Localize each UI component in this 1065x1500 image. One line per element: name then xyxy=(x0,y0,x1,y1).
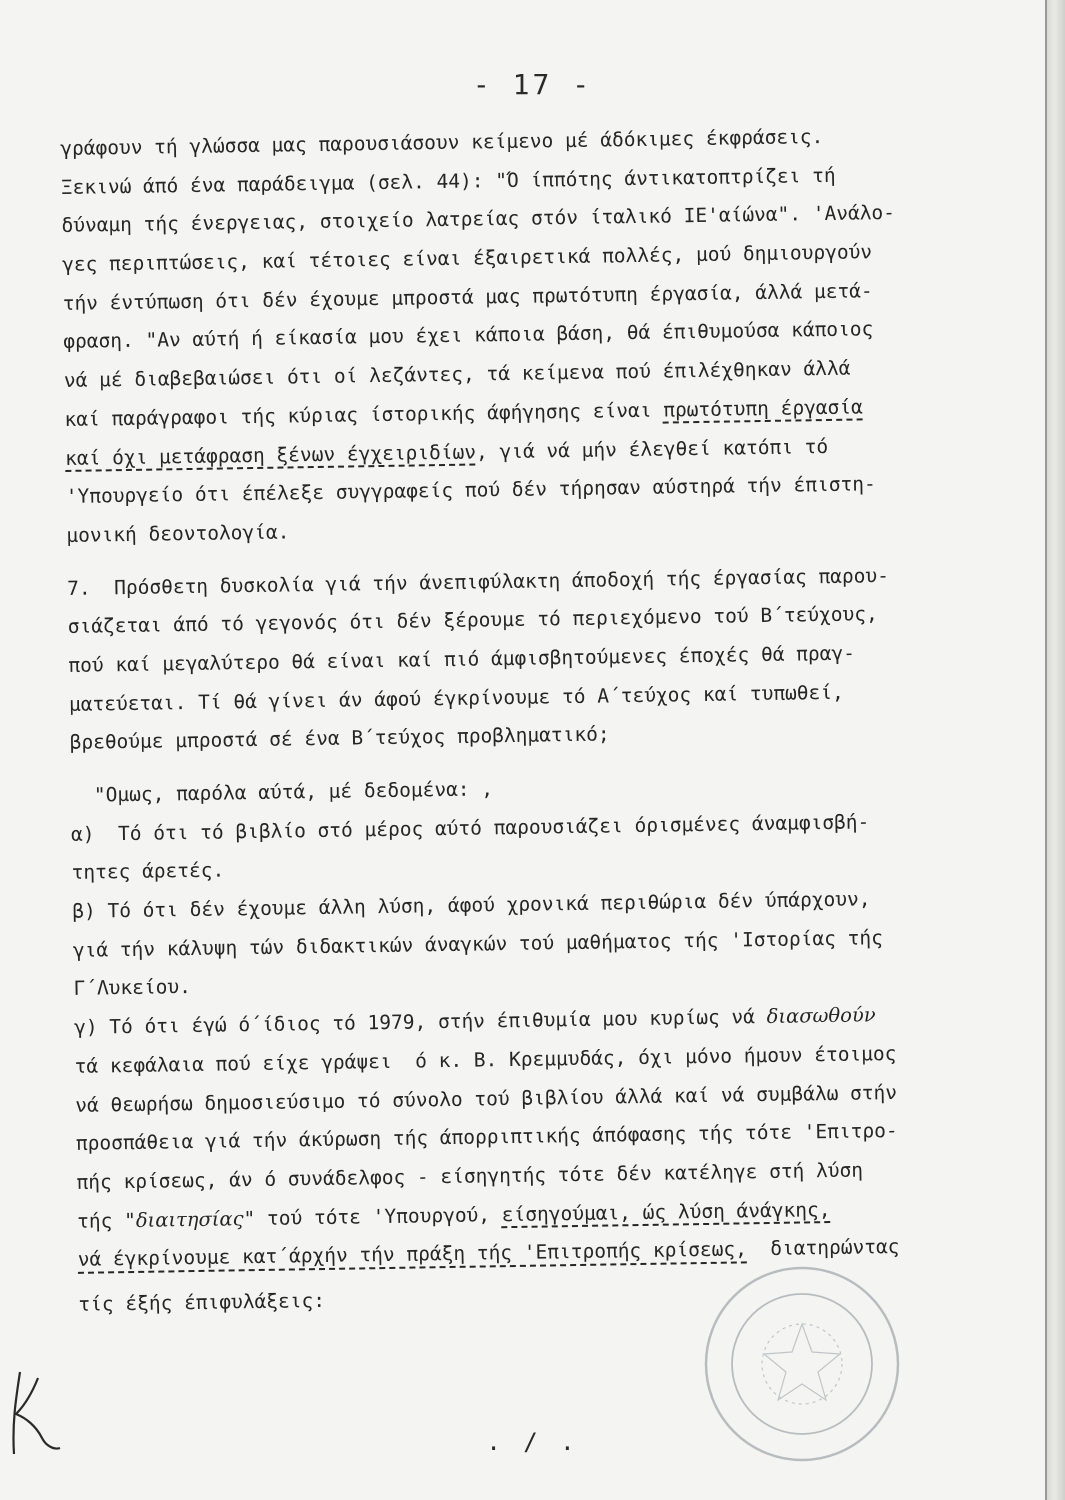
text-line-8-plain: καί παράγραφοι τής κύριας ίστορικής άφήγησης είναι xyxy=(64,398,664,431)
text-line-24: τά κεφάλαια πού είχε γράψει ό κ. Β. Κρεμμυδάς, όχι μόνο ήμουν έτοιμος xyxy=(74,1041,897,1078)
text-line-11: μονική δεοντολογία. xyxy=(66,520,290,547)
text-line-10: 'Υπουργείο ότι έπέλεξε συγγραφείς πού δέν τήρησαν αύστηρά τήν έπιστη- xyxy=(65,472,876,509)
text-line-16: βρεθούμε μπροστά σέ ένα Β΄τεύχος προβληματικό; xyxy=(69,722,610,755)
text-line-18: α) Τό ότι τό βιβλίο στό μέρος αύτό παρουσιάζει όρισμένες άναμφισβή- xyxy=(70,810,870,846)
text-line-15: ματεύεται. Τί θά γίνει άν άφού έγκρίνουμε τό Α΄τεύχος καί τυπωθεί, xyxy=(68,680,844,716)
handwritten-arbitration: διαιτησίας xyxy=(135,1206,244,1232)
handwritten-correction: διασωθούν xyxy=(766,1003,876,1029)
text-line-14: πού καί μεγαλύτερο θά είναι καί πιό άμφισβητούμενες έποχές θά πραγ- xyxy=(68,641,856,677)
text-line-25: νά θεωρήσω δημοσιεύσιμο τό σύνολο τού βιβλίου άλλά καί νά συμβάλω στήν xyxy=(75,1080,898,1117)
page-number: - 17 - xyxy=(472,68,593,101)
underlined-not-translation: καί όχι μετάφραση ξένων έγχειριδίων xyxy=(64,440,477,470)
text-line-26: προσπάθεια γιά τήν άκύρωση τής άπορριπτικής άπόφασης τής τότε 'Επιτρο- xyxy=(75,1119,898,1156)
text-line-6: φραση. "Αν αύτή ή είκασία μου έχει κάποια βάση, θά έπιθυμούσα κάποιος xyxy=(63,317,874,354)
text-line-23-plain: γ) Τό ότι έγώ ό΄ίδιος τό 1979, στήν έπιθυμία μου κυρίως νά xyxy=(73,1005,767,1040)
underlined-recommendation: είσηγούμαι, ώς λύση άνάγκης, xyxy=(501,1197,831,1226)
document-body xyxy=(60,115,1049,1325)
text-line-22: Γ΄Λυκείου. xyxy=(73,975,192,1001)
text-line-7: νά μέ διαβεβαιώσει ότι οί λεζάντες, τά κείμενα πού έπιλέχθηκαν άλλά xyxy=(63,356,851,393)
text-line-21: γιά τήν κάλυψη τών διδακτικών άναγκών τού μαθήματος τής 'Ιστορίας τής xyxy=(72,925,884,962)
text-line-9-plain: , γιά νά μήν έλεγθεί κατόπι τό xyxy=(475,434,829,464)
text-line-13: σιάζεται άπό τό γεγονός ότι δέν ξέρουμε τό περιεχόμενο τού Β΄τεύχους, xyxy=(67,602,878,639)
text-line-3: δύναμη τής ένεργειας, στοιχείο λατρείας στόν ίταλικό ΙΕ'αίώνα". 'Ανάλο- xyxy=(61,201,896,238)
text-line-28-start: τής " xyxy=(76,1208,137,1233)
text-line-29-plain: διατηρώντας xyxy=(746,1235,900,1261)
text-line-30: τίς έξής έπιφυλάξεις: xyxy=(78,1288,326,1316)
underlined-original-work: πρωτότυπη έργασία xyxy=(663,395,863,422)
page-edge-shadow xyxy=(1047,0,1065,1500)
text-line-5: τήν έντύπωση ότι δέν έχουμε μπροστά μας πρωτότυπη έργασία, άλλά μετά- xyxy=(62,279,873,315)
text-line-4: γες περιπτώσεις, καί τέτοιες είναι έξαιρετικά πολλές, μού δημιουργούν xyxy=(61,240,873,277)
underlined-approval: νά έγκρίνουμε κατ΄άρχήν τήν πράξη τής 'Επιτροπής κρίσεως, xyxy=(77,1237,748,1272)
text-line-2: Ξεκινώ άπό ένα παράδειγμα (σελ. 44): "Ό ίππότης άντικατοπτρίζει τή xyxy=(60,163,836,199)
text-line-20: β) Τό ότι δέν έχουμε άλλη λύση, άφού χρονικά περιθώρια δέν ύπάρχουν, xyxy=(72,887,871,923)
text-line-1: γράφουν τή γλώσσα μας παρουσιάσουν κείμενο μέ άδόκιμες έκφράσεις. xyxy=(60,125,824,160)
text-line-28-middle: " τού τότε 'Υπουργού, xyxy=(243,1202,502,1230)
text-line-17: "Ομως, παρόλα αύτά, μέ δεδομένα: , xyxy=(70,777,494,807)
text-line-12: 7. Πρόσθετη δυσκολία γιά τήν άνεπιφύλακτη άποδοχή τής έργασίας παρου- xyxy=(67,563,890,600)
continuation-mark: . / . xyxy=(486,1428,579,1456)
text-line-27: πής κρίσεως, άν ό συνάδελφος - είσηγητής τότε δέν κατέληγε στή λύση xyxy=(76,1158,864,1194)
text-line-19: τητες άρετές. xyxy=(71,858,225,885)
